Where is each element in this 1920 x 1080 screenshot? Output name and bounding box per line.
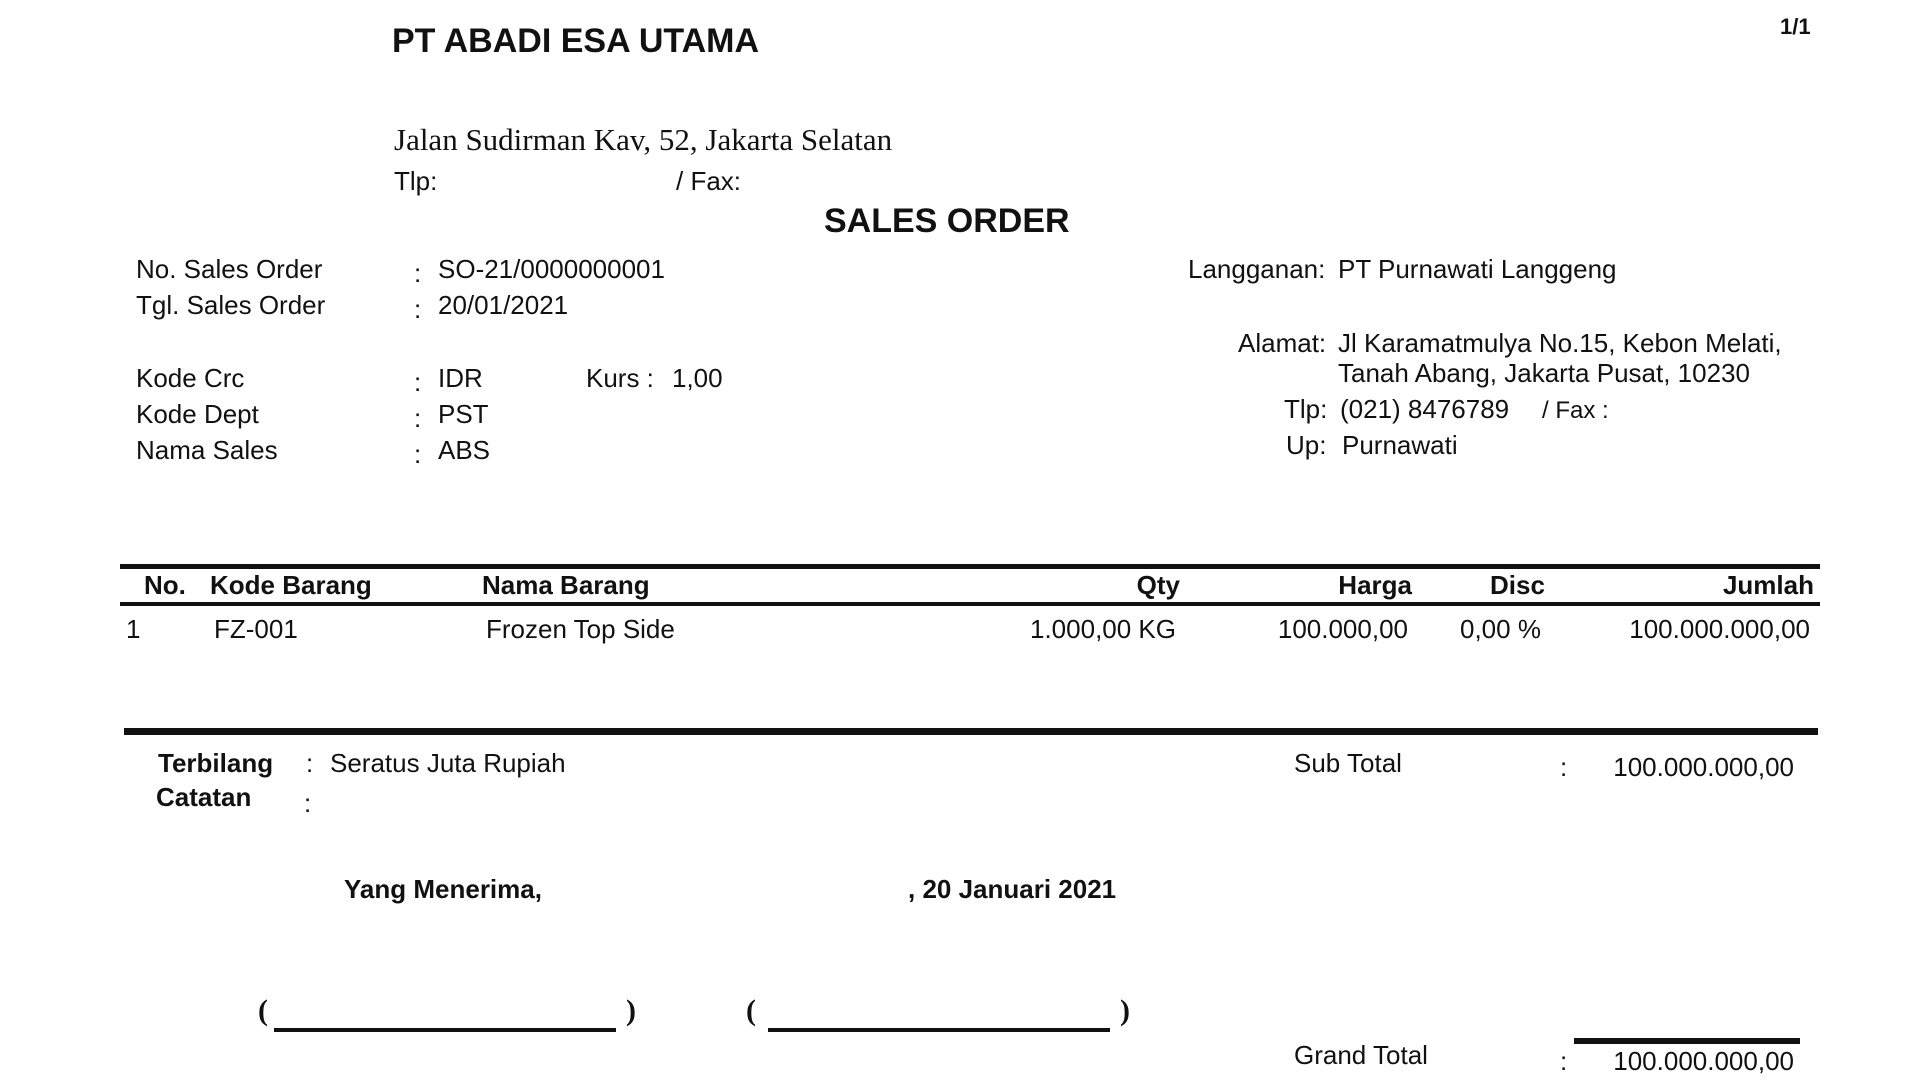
sales-order-date-label: Tgl. Sales Order <box>136 290 326 320</box>
received-by-label: Yang Menerima, <box>344 874 542 904</box>
notes-label: Catatan <box>156 782 252 812</box>
colon: : <box>1560 1046 1568 1076</box>
header-qty: Qty <box>1136 570 1180 600</box>
department-code-value: PST <box>438 399 489 429</box>
department-code-label: Kode Dept <box>136 399 259 429</box>
colon: : <box>414 403 422 433</box>
attention-value: Purnawati <box>1342 430 1458 460</box>
document-title: SALES ORDER <box>824 202 1070 240</box>
row-qty: 1.000,00 KG <box>1030 614 1176 644</box>
paren-close: ) <box>1120 994 1130 1027</box>
grand-total-label: Grand Total <box>1294 1040 1428 1070</box>
sales-name-value: ABS <box>438 435 491 465</box>
sales-order-date-value: 20/01/2021 <box>438 290 569 320</box>
page-number: 1/1 <box>1780 14 1811 39</box>
address-line-1: Jl Karamatmulya No.15, Kebon Melati, <box>1338 328 1782 358</box>
header-discount: Disc <box>1490 570 1545 600</box>
exchange-rate-value: 1,00 <box>672 363 723 393</box>
currency-code-label: Kode Crc <box>136 363 245 393</box>
signature-date: , 20 Januari 2021 <box>908 874 1117 904</box>
attention-label: Up: <box>1286 430 1327 460</box>
subtotal-value: 100.000.000,00 <box>1613 752 1794 782</box>
company-fax-label: / Fax: <box>676 166 742 196</box>
paren-close: ) <box>626 994 636 1027</box>
address-line-2: Tanah Abang, Jakarta Pusat, 10230 <box>1338 358 1750 388</box>
paren-open: ( <box>258 994 268 1027</box>
colon: : <box>414 439 422 469</box>
subtotal-label: Sub Total <box>1294 748 1402 778</box>
customer-fax-label: / Fax : <box>1542 397 1609 424</box>
customer-value: PT Purnawati Langgeng <box>1338 254 1617 284</box>
amount-in-words-value: Seratus Juta Rupiah <box>330 748 566 778</box>
row-item-code: FZ-001 <box>214 614 298 644</box>
address-label: Alamat: <box>1238 328 1327 358</box>
colon: : <box>414 367 422 397</box>
currency-code-value: IDR <box>438 363 483 393</box>
company-tlp-label: Tlp: <box>394 166 438 196</box>
signature-line <box>274 1028 616 1032</box>
row-amount: 100.000.000,00 <box>1629 614 1810 644</box>
colon: : <box>1560 752 1568 782</box>
amount-in-words-label: Terbilang <box>158 748 274 778</box>
row-discount: 0,00 % <box>1460 614 1541 644</box>
colon: : <box>306 748 314 778</box>
header-item-name: Nama Barang <box>482 570 650 600</box>
table-bottom-rule <box>124 728 1818 735</box>
grand-total-rule <box>1574 1038 1800 1044</box>
company-address: Jalan Sudirman Kav, 52, Jakarta Selatan <box>394 122 893 157</box>
company-name: PT ABADI ESA UTAMA <box>392 22 760 60</box>
signature-line <box>768 1028 1110 1032</box>
row-no: 1 <box>126 614 141 644</box>
sales-name-label: Nama Sales <box>136 435 278 465</box>
paren-open: ( <box>746 994 756 1027</box>
header-price: Harga <box>1338 570 1412 600</box>
customer-tlp-value: (021) 8476789 <box>1340 394 1510 424</box>
exchange-rate-label: Kurs : <box>586 363 654 393</box>
sales-order-no-label: No. Sales Order <box>136 254 323 284</box>
colon: : <box>414 258 422 288</box>
row-item-name: Frozen Top Side <box>486 614 675 644</box>
colon: : <box>414 294 422 324</box>
header-item-code: Kode Barang <box>210 570 372 600</box>
grand-total-value: 100.000.000,00 <box>1613 1046 1794 1076</box>
row-price: 100.000,00 <box>1277 614 1408 644</box>
header-amount: Jumlah <box>1722 570 1814 600</box>
table-top-rule <box>120 564 1820 569</box>
header-no: No. <box>144 570 186 600</box>
sales-order-no-value: SO-21/0000000001 <box>438 254 665 284</box>
colon: : <box>304 788 312 818</box>
customer-label: Langganan: <box>1188 254 1326 284</box>
customer-tlp-label: Tlp: <box>1284 394 1328 424</box>
table-header-rule <box>120 602 1820 606</box>
